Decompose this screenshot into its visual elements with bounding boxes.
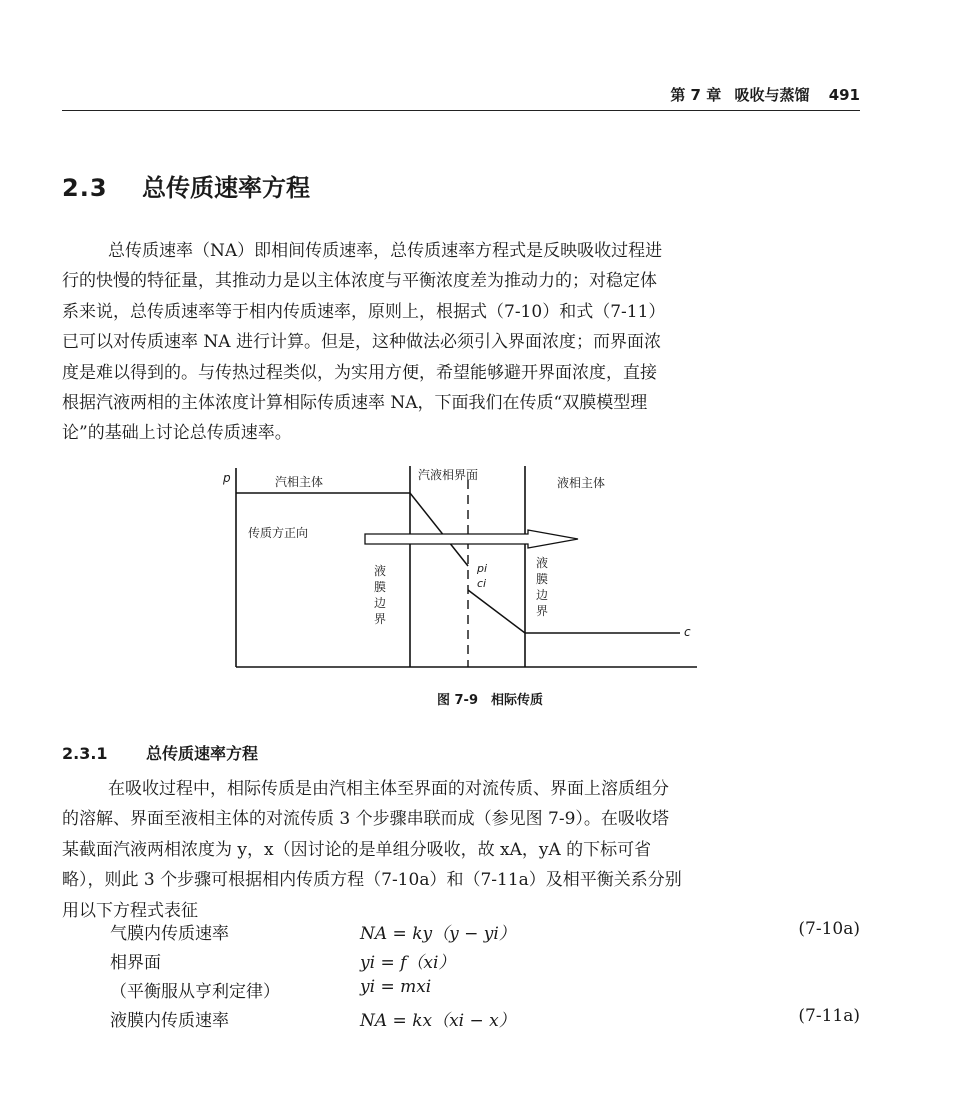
c-label: c [684, 625, 691, 639]
text-line: 用以下方程式表征 [62, 900, 198, 921]
text-line: 在吸收过程中，相际传质是由汽相主体至界面的对流传质、界面上溶质组分 [108, 779, 669, 799]
direction-label: 传质方正向 [248, 526, 309, 540]
pi-label: pi [477, 562, 488, 575]
boundary-char: 界 [535, 604, 548, 618]
equation-number: (7-11a) [798, 1006, 860, 1026]
intro-paragraph [62, 236, 860, 449]
text-line: 已可以对传质速率 NA 进行计算。但是，这种做法必须引入界面浓度；而界面浓 [62, 332, 661, 353]
boundary-char: 液 [535, 556, 548, 570]
equation-row [110, 1006, 860, 1036]
boundary-char: 界 [373, 612, 386, 626]
gas-bulk-label: 汽相主体 [275, 475, 324, 489]
equation-label: 相界面 [110, 953, 161, 973]
equation: yi = mxi [360, 977, 432, 997]
equation-row [110, 977, 860, 1007]
liquid-bulk-label: 液相主体 [557, 476, 606, 490]
equation: NA = kx（xi − x） [360, 1011, 516, 1031]
text-line: 系来说，总传质速率等于相内传质速率，原则上，根据式（7-10）和式（7-11） [62, 301, 666, 322]
header-divider [62, 110, 860, 111]
gas-film-boundary-label [373, 563, 387, 627]
equation-label: （平衡服从亨利定律） [110, 982, 280, 1002]
boundary-char: 膜 [535, 572, 548, 586]
boundary-char: 膜 [373, 580, 386, 594]
equation-label: 液膜内传质速率 [110, 1011, 229, 1031]
text-line: 略），则此 3 个步骤可根据相内传质方程（7-10a）和（7-11a）及相平衡关系分别 [62, 870, 682, 891]
equation-number: (7-10a) [798, 919, 860, 939]
text-line: 度是难以得到的。与传热过程类似，为实用方便，希望能够避开界面浓度，直接 [62, 362, 657, 383]
section-number: 2.3 [62, 174, 108, 202]
equation: yi = f（xi） [360, 953, 456, 973]
direction-arrow [365, 530, 578, 548]
text-line: 行的快慢的特征量，其推动力是以主体浓度与平衡浓度差为推动力的；对稳定体 [62, 271, 657, 292]
liquid-film-boundary-label [535, 555, 549, 619]
section-title: 总传质速率方程 [142, 174, 310, 202]
running-header [62, 84, 860, 105]
subsection-number: 2.3.1 [62, 744, 108, 763]
equation-label: 气膜内传质速率 [110, 924, 229, 944]
subsection-title: 总传质速率方程 [146, 744, 259, 763]
p-axis-label: p [223, 471, 231, 485]
section-heading [62, 168, 310, 203]
subsection-heading [62, 741, 258, 764]
chapter-number: 第 7 章 [670, 86, 722, 104]
text-line: 某截面汽液两相浓度为 y，x（因讨论的是单组分吸收，故 xA，yA 的下标可省 [62, 839, 652, 860]
boundary-char: 边 [535, 588, 548, 602]
equation-row [110, 948, 860, 978]
ci-label: ci [477, 577, 487, 590]
text-line: 论”的基础上讨论总传质速率。 [62, 423, 292, 444]
boundary-char: 边 [373, 596, 386, 610]
page-number: 491 [828, 86, 860, 104]
chapter-title: 吸收与蒸馏 [734, 86, 810, 104]
body-paragraph [62, 774, 860, 926]
text-line: 的溶解、界面至液相主体的对流传质 3 个步骤串联而成（参见图 7-9）。在吸收塔 [62, 809, 669, 830]
boundary-char: 液 [373, 564, 386, 578]
text-line: 总传质速率（NA）即相间传质速率，总传质速率方程式是反映吸收过程进 [108, 241, 663, 261]
equation-row [110, 919, 860, 949]
interface-label: 汽液相界面 [418, 468, 479, 482]
text-line: 根据汽液两相的主体浓度计算相际传质速率 NA，下面我们在传质“双膜模型理 [62, 392, 648, 413]
equation: NA = ky（y − yi） [360, 924, 516, 944]
liquid-concentration-profile [468, 590, 680, 633]
figure-caption: 图 7-9 相际传质 [436, 693, 543, 708]
